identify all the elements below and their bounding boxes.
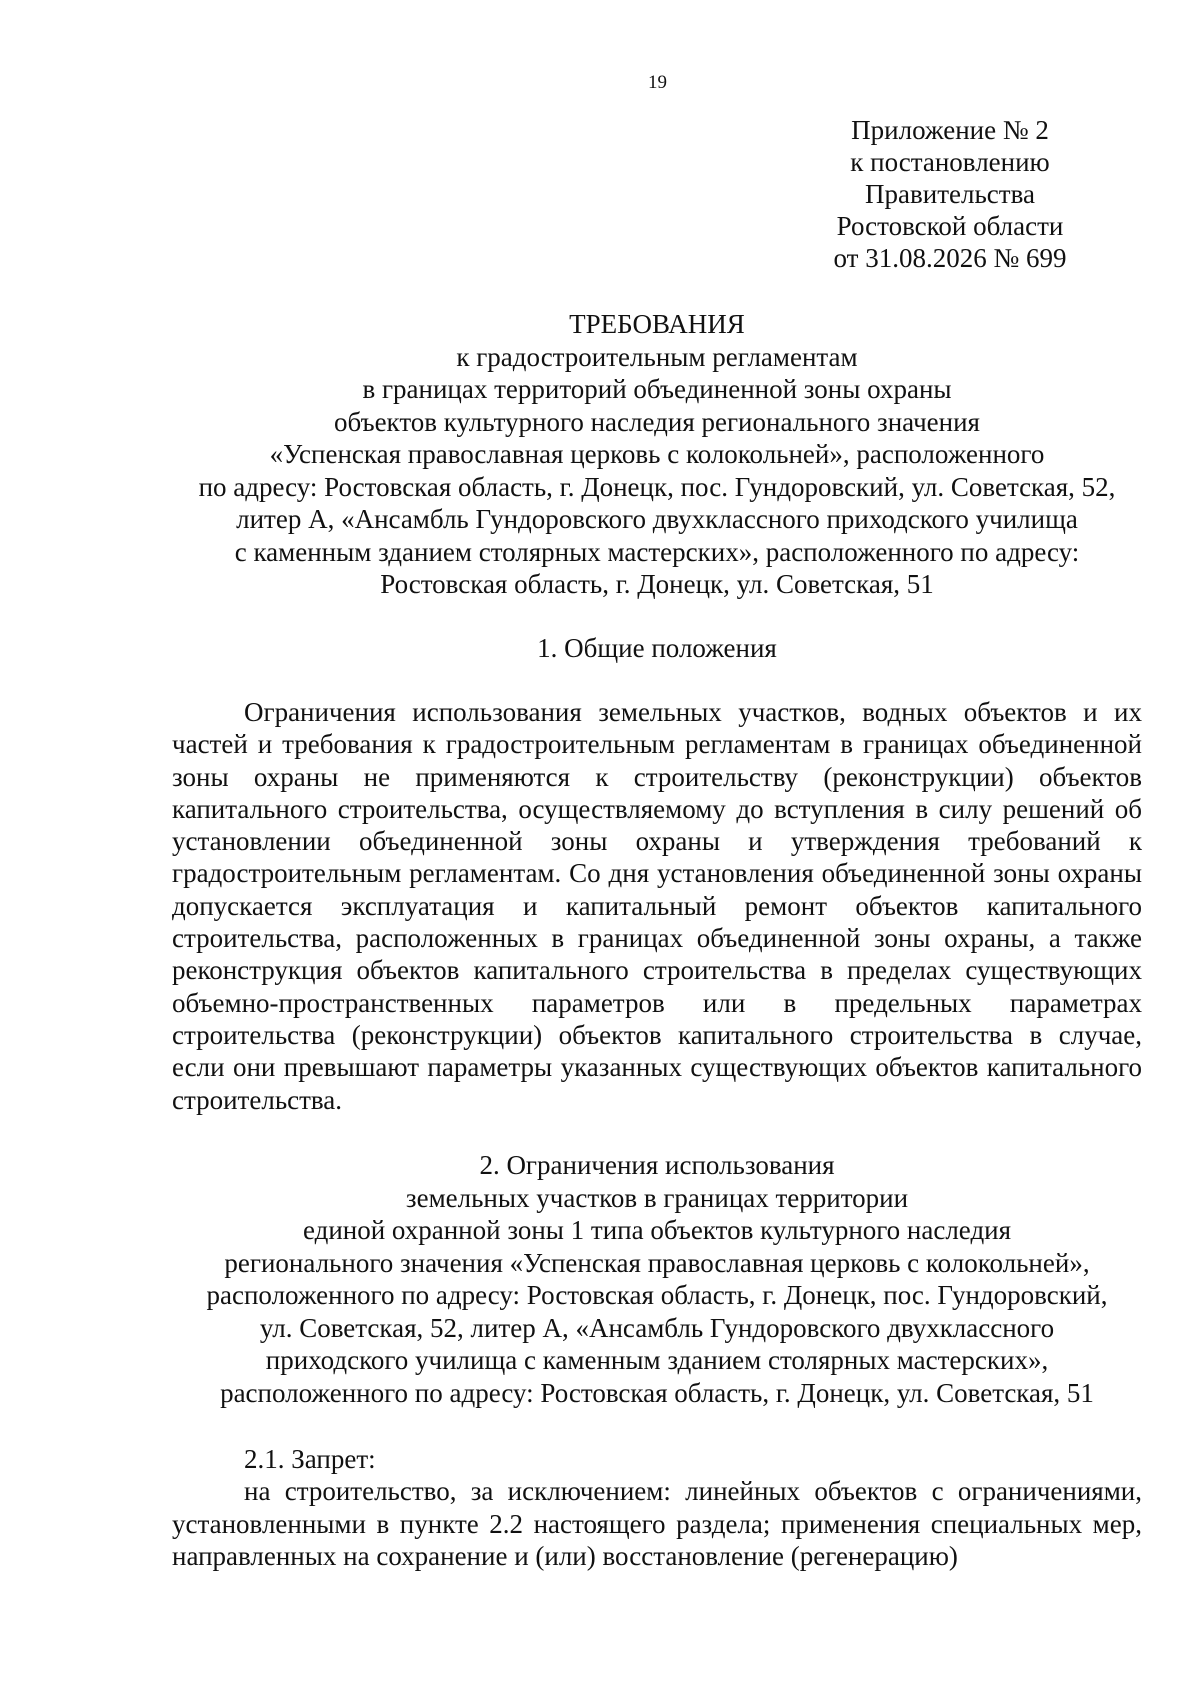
title-line: литер А, «Ансамбль Гундоровского двухклассного приходского училища (236, 504, 1078, 534)
appendix-line: от 31.08.2026 № 699 (833, 243, 1067, 273)
appendix-stamp (800, 114, 1100, 274)
item-2-1-label: 2.1. Запрет: (244, 1444, 376, 1474)
title-line: к градостроительным регламентам (456, 341, 858, 372)
section-1-paragraph: Ограничения использования земельных участков, водных объектов и их частей и требования к градостроительным регламентам в границах объединенной зоны охраны не применяются к строительству (реконструкции) объектов капитального строительства, осуществляемому до вступления в силу решений об установлении объединенной зоны охраны и утверждения требований к градостроительным регламентам. Со дня установления объединенной зоны охраны допускается эксплуатация и капитальный ремонт объектов капитального строительства, расположенных в границах объединенной зоны охраны, а также реконструкция объектов капитального строительства в пределах существующих объемно-пространственных параметров или в предельных параметрах строительства (реконструкции) объектов капитального строительства в случае, если они превышают параметры указанных существующих объектов капитального строительства. (172, 697, 1142, 1115)
section-2-heading (172, 1149, 1142, 1409)
page-number: 19 (648, 72, 667, 93)
section-2-heading-line: расположенного по адресу: Ростовская область, г. Донецк, пос. Гундоровский, (206, 1280, 1108, 1310)
appendix-line: Ростовской области (836, 211, 1064, 241)
appendix-line: Правительства (865, 179, 1035, 209)
title-line: по адресу: Ростовская область, г. Донецк, пос. Гундоровский, ул. Советская, 52, (198, 471, 1116, 502)
title-heading: ТРЕБОВАНИЯ (569, 309, 745, 339)
section-2-heading-line: приходского училища с каменным зданием столярных мастерских», (265, 1345, 1049, 1375)
section-1-heading: 1. Общие положения (537, 633, 777, 663)
section-2-heading-line: земельных участков в границах территории (405, 1182, 909, 1213)
section-2-heading-line: ул. Советская, 52, литер А, «Ансамбль Гундоровского двухклассного (259, 1312, 1055, 1343)
appendix-line: к постановлению (850, 147, 1050, 177)
section-2-heading-line: 2. Ограничения использования (479, 1150, 835, 1180)
section-2-heading-line: единой охранной зоны 1 типа объектов культурного наследия (302, 1215, 1012, 1245)
title-line: Ростовская область, г. Донецк, ул. Советская, 51 (380, 569, 934, 599)
title-line: с каменным зданием столярных мастерских», расположенного по адресу: (234, 536, 1080, 567)
title-line: «Успенская православная церковь с колокольней», расположенного (269, 439, 1045, 469)
item-2-1-text: на строительство, за исключением: линейных объектов с ограничениями, установленными в пункте 2.2 настоящего раздела; применения специальных мер, направленных на сохранение и (или) восстановление (регенерацию) (172, 1476, 1142, 1571)
section-2-heading-line: регионального значения «Успенская православная церковь с колокольней», (224, 1247, 1090, 1278)
title-line: объектов культурного наследия регионального значения (334, 406, 980, 437)
document-title (172, 308, 1142, 601)
title-line: в границах территорий объединенной зоны охраны (362, 374, 952, 404)
appendix-line: Приложение № 2 (851, 115, 1049, 145)
section-2-heading-line: расположенного по адресу: Ростовская область, г. Донецк, ул. Советская, 51 (220, 1377, 1094, 1408)
